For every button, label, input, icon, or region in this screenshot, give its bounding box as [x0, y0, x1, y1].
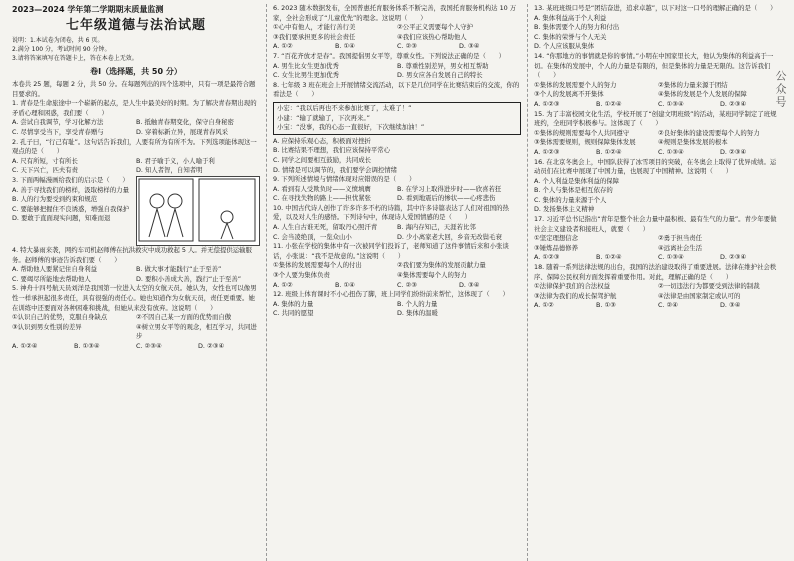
- question-item: [273, 204, 521, 242]
- answer-option: D. ③④: [720, 301, 741, 310]
- answer-option: ②公平正义需要每个人守护: [397, 23, 474, 32]
- note-line: 3.请将答案填写在答题卡上，答在本卷上无效。: [12, 55, 138, 62]
- question-text: 8. 七年级 3 班在班会上开展情绪交流活动，以下是几位同学在比赛结束后的交流，你的看法是（ ）: [273, 80, 520, 99]
- question-text: 16. 在北京冬奥会上，中国队获得了冰雪项目的突破，在冬奥会上取得了优异成绩。运动员们在比赛中展现了中国力量，也展现了中国精神。这说明（ ）: [534, 157, 777, 176]
- answer-option: B. ①④: [335, 42, 355, 51]
- answer-option: A. 帮助他人要紧记住自身利益: [12, 265, 98, 274]
- answer-options: [273, 281, 521, 291]
- question-item: [273, 81, 521, 100]
- answer-options: [273, 42, 521, 52]
- answer-option: B. 比赛结果不理想，我们应该保持平常心: [273, 146, 391, 155]
- answer-option: C. ②④: [658, 301, 678, 310]
- answer-option: B. 在学习上取得进步时——欣喜若狂: [397, 184, 502, 193]
- answer-option: C. 要能够把握住不良诱惑，增强自我保护: [12, 204, 130, 213]
- answer-option: B. 君子喻于义，小人喻于利: [136, 156, 215, 165]
- question-text: 11. 小张在学校的集体中有一次被同学们投诉了，老师知道了这件事情后来和小张谈话，小张说：“我不是故意的。”这说明（ ）: [273, 242, 509, 260]
- answer-option: ①法律保护我们的合法权益: [534, 282, 611, 291]
- answer-options: [534, 14, 782, 52]
- question-text: 1. 青春是生命旅途中一个崭新的起点，是人生中最美好的时期。为了解决青春期出现的矛盾心理和困惑，我们要（ ）: [12, 99, 257, 117]
- question-text: 4. 特大暴雨来袭，网约车司机赵师傅在抗洪救灾中成功救起 5 人。并无偿提供运输服务。赵师傅的事迹告诉我们要（ ）: [12, 245, 252, 264]
- answer-options: [12, 186, 132, 224]
- answer-option: D. ②③④: [720, 99, 747, 108]
- answer-option: A. ①②③: [534, 253, 560, 262]
- answer-option: C. 会当凌绝顶，一览众山小: [273, 232, 352, 241]
- answer-option: ①心中有他人，才能行善行美: [273, 23, 356, 32]
- answer-option: D. 穿着标新立异，展现青春风采: [136, 127, 229, 136]
- column-middle: [266, 4, 527, 561]
- answer-option: C. 尽情享受当下，享受青春赠与: [12, 127, 104, 136]
- question-text-area: [12, 176, 132, 246]
- answer-option: C. ①③④: [658, 253, 684, 262]
- answer-option: C. 在寻找失物的路上——担忧紧张: [273, 194, 371, 203]
- question-item: [534, 263, 782, 301]
- answer-option: D. ②③④: [720, 253, 747, 262]
- answer-option: A. 男生比女生更加优秀: [273, 61, 339, 70]
- answer-option: A. ①②③: [534, 147, 560, 156]
- answer-option: B. ①②④: [596, 253, 622, 262]
- answer-option: ④规则是集体发展的根本: [658, 138, 728, 147]
- exam-header: 2023—2024 学年第二学期期末质量监测: [12, 5, 164, 14]
- note-line: 2.满分 100 分，考试时间 90 分钟。: [12, 46, 111, 53]
- answer-option: ①集体的规则需要每个人共同遵守: [534, 128, 630, 137]
- section-intro: 本卷共 25 题，每题 2 分，共 50 分。在每题列出的四个选项中，只有一项是最符合题目要求的。: [12, 80, 256, 98]
- answer-option: C. 女生比男生更加优秀: [273, 71, 340, 80]
- answer-option: C. 共同的愿望: [273, 309, 314, 318]
- answer-option: B. 个人的力量: [397, 299, 438, 308]
- question-item: [534, 253, 782, 263]
- answer-options: [534, 234, 782, 253]
- question-list: [12, 99, 260, 351]
- dialogue-line: 小宏：“我以后再也不来参加比赛了，太难了！”: [277, 103, 412, 112]
- question-text: 10. 中国古代诗人创作了许多许多不朽的诗篇，其中许多诗篇表达了人们对祖国的热爱，以及对人生的感悟。下列诗句中，体现诗人爱国情感的是（ ）: [273, 203, 509, 222]
- question-item: [534, 100, 782, 110]
- answer-option: D. 知人者智，自知者明: [136, 166, 203, 175]
- answer-option: D. 要积小善成大善，践行“止于至善”: [136, 274, 242, 283]
- answer-option: A. 善于寻找我们的榜样，汲取榜样的力量: [12, 185, 129, 194]
- answer-option: C. ①③④: [658, 147, 684, 156]
- question-item: [273, 52, 521, 81]
- question-text: 18. 随着一系列法律法规的出台，我国的法治建设取得了重要进展。法律在维护社会秩序、保障公民权利方面发挥着重要作用。对此，理解正确的是（ ）: [534, 263, 777, 281]
- question-item: [273, 242, 521, 280]
- question-text: 7. “百花齐放才是春”。我国提倡男女平等，尊重女性。下列说法正确的是（ ）: [273, 51, 506, 60]
- question-list: [273, 4, 521, 319]
- question-text: 5. 神舟十四号航天员刘洋是我国第一位进入太空的女航天员。她认为，女性也可以像男性一样承担起很多责任，具有很强的责任心。她也知道作为女航天员，责任更重要。她在训练中还要面对各种困难和挑战，但她从来没有放弃。这说明（ ）: [12, 284, 257, 312]
- answer-option: D. 要敢于直面现实问题，知难而退: [12, 214, 111, 223]
- question-item: [12, 176, 260, 246]
- question-item: [273, 42, 521, 52]
- answer-options: [534, 148, 782, 158]
- question-item: [534, 301, 782, 311]
- answer-option: ④远离社会生活: [658, 243, 703, 252]
- answer-option: ①集体的发展需要个人的努力: [534, 80, 617, 89]
- question-item: [273, 137, 521, 175]
- answer-option: A. ①②③: [534, 99, 560, 108]
- question-item: [534, 158, 782, 216]
- question-text: 3. 下面两幅漫画给我们的启示是（ ）: [12, 175, 129, 184]
- answer-options: [273, 185, 521, 204]
- dialogue-line: 小宝：“没事，我的心态一直很好，下次继续加油！”: [277, 123, 425, 132]
- answer-option: C. 集体的荣誉与个人无关: [534, 32, 607, 41]
- answer-options: [273, 261, 521, 280]
- question-text: 14. “你那地方的事情就是你的事情。”小明在中国家里长大，他认为集体的利益高于一切。在集体的发展中，个人的力量是有限的，但是集体的力量是无限的。这告诉我们（ ）: [534, 51, 774, 80]
- answer-option: ③认识到男女性别的差异: [12, 322, 82, 331]
- answer-option: ③锤炼品德修养: [534, 243, 579, 252]
- answer-option: ②集体的力量来源于团结: [658, 80, 728, 89]
- answer-options: [534, 100, 782, 110]
- question-text: 17. 习近平总书记指出“青年是整个社会力量中最积极、最有生气的力量”。青少年要做社会主义建设者和接班人，就要（ ）: [534, 215, 777, 233]
- question-item: [12, 246, 260, 284]
- comic-illustration: [136, 176, 260, 246]
- answer-option: B. ①②④: [596, 99, 622, 108]
- answer-option: B. 做大事才能践行“止于至善”: [136, 265, 222, 274]
- answer-option: C. ②③④: [136, 341, 162, 350]
- answer-option: B. 集体需要个人的努力和付出: [534, 23, 620, 32]
- comic-figure-icon: [137, 177, 257, 243]
- answer-option: A. 看到有人受欺负时——义愤填膺: [273, 184, 371, 193]
- answer-option: ④树立男女平等的观念，相互学习，共同进步: [136, 322, 257, 341]
- answer-option: B. ①②④: [596, 147, 622, 156]
- question-item: [534, 4, 782, 52]
- answer-option: ③我们要承担更多的社会责任: [273, 32, 356, 41]
- answer-option: B. 个人与集体是相互依存的: [534, 186, 613, 195]
- answer-option: B. ①③: [596, 301, 616, 310]
- note-line: 说明：1.本试卷为闭卷，共 6 页。: [12, 37, 104, 44]
- answer-option: ③个人要为集体负责: [273, 271, 330, 280]
- answer-options: [534, 282, 782, 301]
- answer-option: ④我们应该热心帮助他人: [397, 32, 467, 41]
- answer-option: D. ②③④: [720, 147, 747, 156]
- question-item: [534, 148, 782, 158]
- page-title: 七年级道德与法治试题: [65, 18, 206, 33]
- answer-option: D. ③④: [459, 42, 480, 51]
- answer-option: ②一切违法行为都要受到法律的制裁: [658, 282, 760, 291]
- answer-options: [534, 177, 782, 215]
- answer-option: ③法律为我们的成长保驾护航: [534, 291, 617, 300]
- answer-option: D. 看到地震后的惨状——心疼悲伤: [397, 194, 496, 203]
- question-item: [273, 290, 521, 319]
- answer-option: ①集体的发展需要每个人的付出: [273, 261, 362, 270]
- question-item: [273, 4, 521, 42]
- answer-option: C. 同学之间要相互鼓励，共同成长: [273, 155, 371, 164]
- answer-option: D. ③④: [459, 280, 480, 289]
- answer-option: C. ①③④: [658, 99, 684, 108]
- question-item: [273, 175, 521, 204]
- answer-option: A. 人生自古谁无死，留取丹心照汗青: [273, 223, 378, 232]
- answer-option: C. 集体的力量来源于个人: [534, 195, 607, 204]
- answer-option: ④集体需要每个人的努力: [397, 271, 467, 280]
- question-item: [534, 110, 782, 148]
- question-list: [534, 4, 782, 311]
- answer-options: [273, 137, 521, 175]
- answer-options: [273, 23, 521, 42]
- answer-options: [12, 118, 260, 137]
- question-item: [273, 281, 521, 291]
- dialogue-line: 小建：“输了就输了，下次再来。”: [277, 113, 370, 122]
- answer-option: C. 天下兴亡，匹夫有责: [12, 166, 79, 175]
- answer-option: ④集体的发展是个人发展的保障: [658, 90, 747, 99]
- answer-option: D. 发扬集体主义精神: [534, 205, 595, 214]
- answer-option: C. ②③: [397, 42, 417, 51]
- answer-option: ②我们要为集体的发展贡献力量: [397, 261, 486, 270]
- answer-option: A. 集体利益高于个人利益: [534, 13, 607, 22]
- answer-options: [534, 129, 782, 148]
- answer-option: B. 人的行为要受到约束和规范: [12, 195, 98, 204]
- question-item: [12, 284, 260, 342]
- question-item: [12, 342, 260, 352]
- question-item: [12, 138, 260, 176]
- answer-option: ③集体需要规则，规则保障集体发展: [534, 138, 636, 147]
- answer-options: [273, 223, 521, 242]
- answer-option: D. 情绪是可以调节的，我们要学会调控情绪: [273, 165, 398, 174]
- answer-option: C. 要竭尽所能地去帮助他人: [12, 274, 91, 283]
- answer-options: [273, 300, 521, 319]
- question-item: [12, 99, 260, 137]
- answer-option: D. 个人应该服从集体: [534, 42, 595, 51]
- answer-option: A. 尝试自我调节，学习化解方法: [12, 118, 104, 127]
- answer-option: ④法律是由国家制定或认可的: [658, 291, 741, 300]
- answer-option: A. ①②④: [12, 341, 38, 350]
- answer-option: ①坚定理想信念: [534, 234, 579, 243]
- answer-option: A. ①②: [534, 301, 554, 310]
- answer-options: [534, 301, 782, 311]
- answer-option: B. ①③④: [74, 341, 100, 350]
- answer-option: ②勇于担当责任: [658, 234, 703, 243]
- answer-option: ①认识自己的优势，克服自身缺点: [12, 313, 108, 322]
- column-left: [6, 4, 266, 561]
- question-text: 12. 班级上体育课时不小心扭伤了脚，班上同学们纷纷前来帮忙，这体现了（ ）: [273, 290, 509, 299]
- answer-option: A. ①②: [273, 280, 293, 289]
- question-text: 13. 某班班级口号是“团结奋进，追求卓越”，以下对这一口号的理解正确的是（ ）: [534, 4, 777, 12]
- question-text: 9. 下列所述情境与情绪体现对应错误的是（ ）: [273, 175, 416, 184]
- question-item: [534, 215, 782, 253]
- answer-options: [12, 265, 260, 284]
- answer-option: A. 尺有所短，寸有所长: [12, 156, 78, 165]
- exam-notes: [12, 36, 260, 63]
- answer-option: A. 集体的力量: [273, 299, 314, 308]
- column-right: [527, 4, 788, 561]
- answer-option: D. 男女应各自发展自己的特长: [397, 71, 483, 80]
- answer-option: D. 集体的温暖: [397, 309, 438, 318]
- answer-option: A. 应保持乐观心态，积极面对挫折: [273, 136, 371, 145]
- answer-option: ②良好集体的建设需要每个人的努力: [658, 128, 760, 137]
- question-with-figure: [12, 176, 260, 246]
- section-heading: 卷Ⅰ（选择题，共 50 分）: [90, 67, 182, 76]
- answer-options: [534, 253, 782, 263]
- answer-option: B. 抵触青春期变化，保守自身秘密: [136, 118, 234, 127]
- answer-option: ③个人的发展离不开集体: [534, 90, 604, 99]
- answer-option: B. 尊重性别差异，男女相互帮助: [397, 61, 489, 70]
- answer-option: D. 少小离家老大回，乡音无改鬓毛衰: [397, 232, 502, 241]
- dialogue-box: [273, 102, 521, 135]
- question-text: 15. 为了丰富校园文化生活，学校开展了“创建文明班级”的活动，某班同学制定了班规班约，全班同学积极参与。这体现了（ ）: [534, 109, 777, 128]
- answer-options: [273, 62, 521, 81]
- answer-options: [12, 157, 260, 176]
- question-item: [534, 52, 782, 100]
- answer-options: [534, 81, 782, 100]
- answer-options: [12, 342, 260, 352]
- question-text: 6. 2023 随木数据发布，全国普惠托育服务体系不断完善，我国托育服务机构达 10 万家，全社会形成了“儿童优先”的理念。这说明（ ）: [273, 4, 517, 22]
- watermark-stamp: 公众号: [774, 70, 787, 109]
- answer-option: B. ①④: [335, 280, 355, 289]
- answer-option: D. ②③④: [198, 341, 225, 350]
- question-text: 2. 孔子曰，“行己有耻”。这句话告诉我们，人要有所为有所不为。下列选项能体现这一观点的是（ ）: [12, 137, 257, 156]
- answer-option: C. ②③: [397, 280, 417, 289]
- answer-option: A. 个人利益是集体利益的保障: [534, 176, 620, 185]
- answer-option: B. 海内存知己，天涯若比邻: [397, 223, 476, 232]
- answer-option: A. ①②: [273, 42, 293, 51]
- answer-options: [12, 313, 260, 342]
- answer-option: ②不因自己某一方面的优势而自傲: [136, 313, 232, 322]
